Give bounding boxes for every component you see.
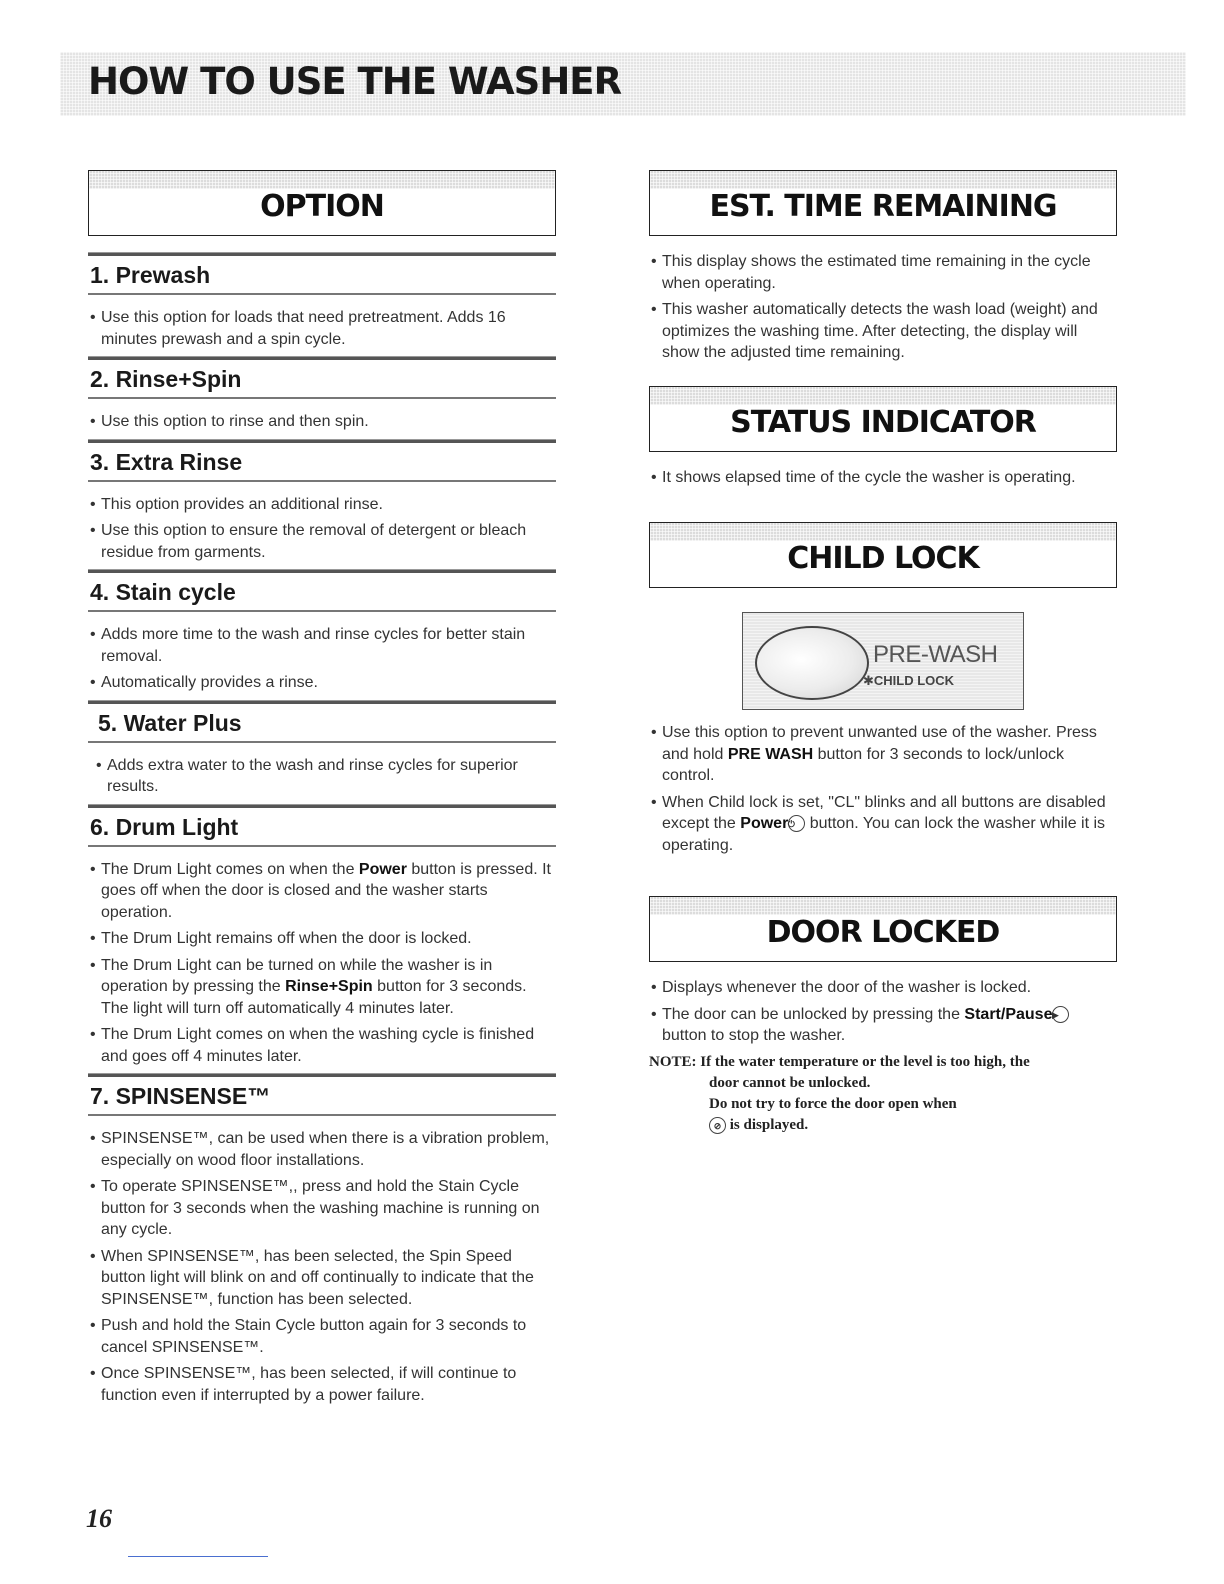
status-heading: STATUS INDICATOR bbox=[730, 404, 1036, 440]
option-header-box bbox=[88, 170, 556, 236]
section-rule bbox=[88, 397, 556, 399]
bullet-item: • The Drum Light remains off when the door is locked. bbox=[88, 928, 556, 950]
door-locked-heading: DOOR LOCKED bbox=[766, 915, 1000, 950]
door-lock-icon: ⊘ bbox=[709, 1117, 726, 1134]
bullet-item: • To operate SPINSENSE™,, press and hold the Stain Cycle button for 3 seconds when the washing machine is running on any cycle. bbox=[88, 1176, 556, 1241]
bullet-item: • When Child lock is set, "CL" blinks and all buttons are disabled except the Power⏻ button. You can lock the washer while it is operating. bbox=[649, 792, 1117, 857]
child-lock-list bbox=[649, 722, 1117, 856]
section-rule bbox=[88, 293, 556, 295]
option-bullets bbox=[88, 307, 556, 350]
option-column bbox=[88, 170, 556, 1412]
option-title: 3. Extra Rinse bbox=[90, 448, 243, 475]
bold-term: PRE WASH bbox=[727, 745, 814, 763]
bullet-item: • It shows elapsed time of the cycle the washer is operating. bbox=[649, 467, 1117, 489]
bullet-item: • The Drum Light comes on when the Power button is pressed. It goes off when the door is closed and the washer starts operation. bbox=[88, 859, 556, 924]
page-number: 16 bbox=[86, 1504, 112, 1533]
control-panel-image bbox=[742, 612, 1024, 710]
bullet-item: • This option provides an additional rinse. bbox=[88, 494, 556, 516]
panel-child-lock-label: ✱CHILD LOCK bbox=[863, 673, 955, 688]
bold-term: Start/Pause bbox=[964, 1005, 1053, 1023]
option-bullets bbox=[88, 755, 556, 798]
right-column bbox=[649, 170, 1117, 1136]
play-pause-icon: ▶ bbox=[1052, 1006, 1069, 1023]
option-list bbox=[88, 252, 556, 1406]
section-rule bbox=[88, 610, 556, 612]
bold-term: Power bbox=[740, 815, 789, 832]
section-rule bbox=[88, 845, 556, 847]
note-line-4-wrap bbox=[649, 1115, 1117, 1136]
option-bullets bbox=[88, 1128, 556, 1406]
bullet-item: • When SPINSENSE™, has been selected, the Spin Speed button light will blink on and off continually to indicate that the SPINSENSE™, function has been selected. bbox=[88, 1246, 556, 1311]
prewash-button-icon bbox=[755, 626, 869, 700]
bullet-item: • The Drum Light can be turned on while the washer is in operation by pressing the Rinse+Spin button for 3 seconds. The light will turn off automatically 4 minutes later. bbox=[88, 955, 556, 1020]
note-line-2: door cannot be unlocked. bbox=[709, 1074, 871, 1091]
bullet-item: • This washer automatically detects the wash load (weight) and optimizes the washing time. After detecting, the display will show the adjusted time remaining. bbox=[649, 299, 1117, 364]
door-locked-list bbox=[649, 977, 1117, 1047]
bullet-item: • Use this option to rinse and then spin. bbox=[88, 411, 556, 433]
option-heading: OPTION bbox=[260, 189, 384, 224]
panel-prewash-label: PRE-WASH bbox=[873, 641, 998, 668]
note-line-1: NOTE: If the water temperature or the level is too high, the bbox=[649, 1053, 1030, 1070]
section-rule bbox=[88, 480, 556, 482]
page-title: HOW TO USE THE WASHER bbox=[88, 60, 622, 103]
bullet-item: • Automatically provides a rinse. bbox=[88, 672, 556, 694]
bullet-item: • Use this option to prevent unwanted use of the washer. Press and hold PRE WASH button for 3 seconds to lock/unlock control. bbox=[649, 722, 1117, 787]
page-banner bbox=[60, 52, 1186, 116]
bullet-item: • This display shows the estimated time remaining in the cycle when operating. bbox=[649, 251, 1117, 294]
bold-term: Rinse+Spin bbox=[285, 978, 373, 995]
status-header-box bbox=[649, 386, 1117, 452]
section-rule bbox=[88, 741, 556, 743]
bullet-item: • Displays whenever the door of the washer is locked. bbox=[649, 977, 1117, 999]
door-locked-header-box bbox=[649, 896, 1117, 962]
bullet-item: • The Drum Light comes on when the washing cycle is finished and goes off 4 minutes later. bbox=[88, 1024, 556, 1067]
option-title: 2. Rinse+Spin bbox=[90, 366, 242, 392]
option-title: 1. Prewash bbox=[90, 262, 211, 288]
child-lock-header-box bbox=[649, 522, 1117, 588]
option-bullets bbox=[88, 411, 556, 433]
option-bullets bbox=[88, 859, 556, 1068]
note-line-3: Do not try to force the door open when bbox=[709, 1095, 957, 1112]
bullet-item: • Adds extra water to the wash and rinse cycles for superior results. bbox=[94, 755, 556, 798]
footer-link-line bbox=[128, 1556, 268, 1557]
est-time-heading: EST. TIME REMAINING bbox=[709, 189, 1057, 224]
option-title: 4. Stain cycle bbox=[90, 579, 236, 605]
option-title: 7. SPINSENSE™ bbox=[90, 1083, 271, 1109]
bullet-item: • The door can be unlocked by pressing the Start/Pause▶ button to stop the washer. bbox=[649, 1004, 1117, 1047]
child-lock-heading: CHILD LOCK bbox=[787, 541, 979, 576]
bullet-item: • SPINSENSE™, can be used when there is a vibration problem, especially on wood floor installations. bbox=[88, 1128, 556, 1171]
bullet-item: • Use this option for loads that need pretreatment. Adds 16 minutes prewash and a spin cycle. bbox=[88, 307, 556, 350]
note-line-4: is displayed. bbox=[729, 1116, 809, 1133]
bullet-item: • Use this option to ensure the removal of detergent or bleach residue from garments. bbox=[88, 520, 556, 563]
door-locked-note bbox=[649, 1052, 1117, 1136]
bullet-item: • Adds more time to the wash and rinse cycles for better stain removal. bbox=[88, 624, 556, 667]
bold-term: Power bbox=[358, 860, 407, 878]
option-bullets bbox=[88, 494, 556, 564]
bullet-item: • Once SPINSENSE™, has been selected, if will continue to function even if interrupted by a power failure. bbox=[88, 1363, 556, 1406]
section-rule bbox=[88, 1114, 556, 1116]
option-title: 6. Drum Light bbox=[90, 813, 239, 840]
bullet-item: • Push and hold the Stain Cycle button again for 3 seconds to cancel SPINSENSE™. bbox=[88, 1315, 556, 1358]
option-bullets bbox=[88, 624, 556, 694]
status-list bbox=[649, 467, 1117, 489]
option-title: 5. Water Plus bbox=[98, 709, 242, 736]
power-icon: ⏻ bbox=[788, 815, 805, 832]
child-lock-figure bbox=[649, 612, 1117, 710]
est-time-header-box bbox=[649, 170, 1117, 236]
est-time-list bbox=[649, 251, 1117, 364]
